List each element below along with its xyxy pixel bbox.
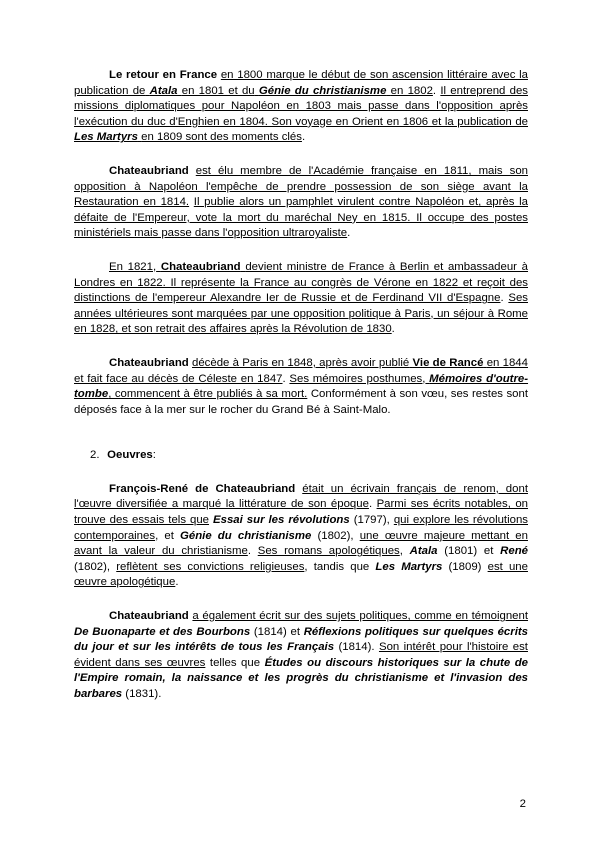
work-title-genie: Génie du christianisme xyxy=(258,84,387,97)
text: , et xyxy=(155,529,174,542)
text: . xyxy=(391,323,395,336)
text: devient ministre de France à Berlin et ambassadeur à Londres en 1822. Il représente la France au congrès de Vérone en 1822 et reçoit des distinctions de l'empereur Alexandre Ier de Russie et de Ferdinand VII d'Espagne xyxy=(74,260,529,305)
text: (1802), xyxy=(317,529,354,542)
text: , commencent à être publiés à sa mort. xyxy=(108,388,308,401)
page-number: 2 xyxy=(519,798,526,810)
text: . xyxy=(175,576,179,589)
underlined-text: est une œuvre apologétique xyxy=(74,560,528,589)
underlined-text: Ses romans apologétiques xyxy=(257,545,400,558)
work-title-martyrs: Les Martyrs xyxy=(74,131,138,144)
bold-text: Chateaubriand xyxy=(109,164,189,177)
text: telles que xyxy=(209,656,261,669)
text: . xyxy=(368,498,373,511)
text: . xyxy=(247,545,251,558)
underlined-text xyxy=(74,261,528,304)
bold-text: Chateaubriand xyxy=(109,610,189,623)
underlined-text: une œuvre majeure mettant en avant la valeur du christianisme xyxy=(74,529,528,558)
text: . xyxy=(432,84,437,97)
work-title-atala: Atala xyxy=(409,545,438,558)
text: (1814). xyxy=(338,641,375,654)
bold-text: Chateaubriand xyxy=(109,356,189,369)
work-title-rene: René xyxy=(500,545,529,558)
bold-text: François-René de Chateaubriand xyxy=(109,482,296,495)
text: , tandis que xyxy=(304,560,370,573)
bold-text: Chateaubriand xyxy=(160,260,241,273)
work-title-martyrs: Les Martyrs xyxy=(375,560,443,573)
underlined-text: est élu membre de l'Académie française en 1811, mais son opposition à Napoléon l'empêche de prendre possession de son siège avant la Restauration en 1814. xyxy=(74,164,528,209)
underlined-text: reflètent ses convictions religieuses xyxy=(116,560,305,573)
underlined-text: qui explore les révolutions contemporaines xyxy=(74,514,528,542)
section-number: 2. xyxy=(90,449,100,462)
work-title-etudes: Études ou discours historiques sur la chute de l'Empire romain, la naissance et les progrès du christianisme et l'invasion des barbares xyxy=(74,656,529,700)
work-title-reflexions: Réflexions politiques sur quelques écrits du jour et sur les intérêts de tous les Français xyxy=(74,625,528,654)
text: Ses mémoires posthumes, xyxy=(289,372,426,385)
text: . xyxy=(282,372,286,385)
work-title-buonaparte: De Buonaparte et des Bourbons xyxy=(74,625,251,638)
underlined-text: Il publie alors un pamphlet virulent contre Napoléon et, après la défaite de l'Empereur, vote la mort du maréchal Ney en 1815. Il occupe des postes ministériels mais passe dans l'opposition ultraroyaliste xyxy=(74,196,528,240)
paragraph-oeuvres-intro xyxy=(74,482,528,591)
paragraph-retour-en-france xyxy=(74,68,528,146)
document-body xyxy=(74,68,528,721)
underlined-text: a également écrit sur des sujets politiques, comme en témoignent xyxy=(192,610,529,623)
text: . xyxy=(301,131,306,144)
text: (1809) xyxy=(448,560,482,573)
work-title-atala: Atala xyxy=(149,84,178,97)
paragraph-1821 xyxy=(74,260,528,338)
bold-text: Le retour en France xyxy=(109,69,218,81)
text: : xyxy=(152,449,156,462)
text: . xyxy=(347,227,351,240)
paragraph-academie xyxy=(74,164,528,242)
work-title-genie: Génie du christianisme xyxy=(180,529,312,542)
text: Conformément à son vœu, ses restes sont déposés face à la mer sur le rocher du Grand Bé à Saint-Malo. xyxy=(74,388,528,416)
text: (1797), xyxy=(353,514,390,527)
work-title-memoires: Mémoires d'outre-tombe xyxy=(74,372,529,401)
text: en 1844 et fait face au décès de Céleste en 1847 xyxy=(74,356,528,385)
paragraph-deces xyxy=(74,356,528,418)
text: (1831). xyxy=(125,688,162,700)
text: en 1802 xyxy=(390,84,433,97)
text: décède à Paris en 1848, après avoir publié xyxy=(192,356,410,369)
text: en 1809 sont des moments clés xyxy=(141,131,302,144)
text: (1801) et xyxy=(444,545,494,558)
text: (1802), xyxy=(74,560,111,573)
text: . xyxy=(500,292,504,305)
section-title: Oeuvres xyxy=(107,449,153,462)
text: , xyxy=(399,545,403,558)
text: en 1800 marque le début de son ascension littéraire avec la publication de xyxy=(74,69,528,97)
underlined-text: Ses années ultérieures sont marquées par une opposition politique à Paris, un séjour à Rome en 1828, et son retrait des affaires après la Révolution de 1830 xyxy=(74,292,528,336)
work-title-rance: Vie de Rancé xyxy=(412,356,484,369)
underlined-text: Son intérêt pour l'histoire est évident dans ses œuvres xyxy=(74,641,528,669)
text: Il entreprend des missions diplomatiques pour Napoléon en 1803 mais passe dans l'opposition après l'exécution du duc d'Enghien en 1804. Son voyage en Orient en 1806 et la publication de xyxy=(74,84,528,128)
text: en 1801 et du xyxy=(181,84,255,97)
paragraph-oeuvres-politiques xyxy=(74,609,528,703)
underlined-text: Parmi ses écrits notables, on trouve des essais tels que xyxy=(74,498,529,527)
text: En 1821, xyxy=(109,260,157,273)
underlined-text: était un écrivain français de renom, dont l'œuvre diversifiée a marqué la littérature de son époque xyxy=(74,482,528,511)
section-heading-oeuvres xyxy=(90,448,528,464)
work-title-essai: Essai sur les révolutions xyxy=(213,514,350,527)
text: (1814) et xyxy=(253,625,300,638)
